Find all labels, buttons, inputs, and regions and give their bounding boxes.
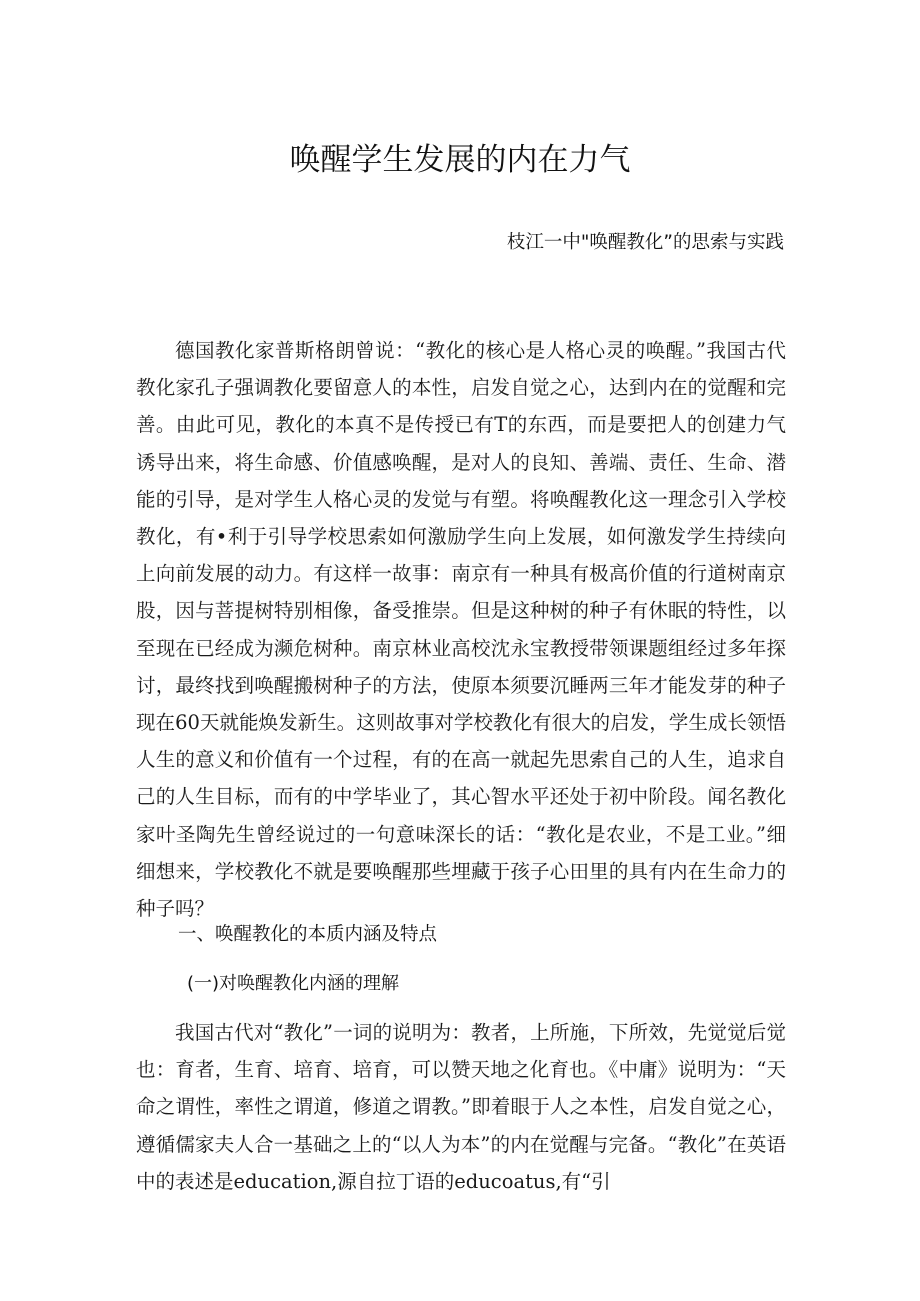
document-title: 唤醒学生发展的内在力气 xyxy=(289,142,631,178)
section-heading-1: 一、唤醒教化的本质内涵及特点 xyxy=(178,924,438,945)
body-paragraph-2: 我国古代对“教化”一词的说明为：教者，上所施，下所效，先觉觉后觉也：育者，生育、培育、培育，可以赞天地之化育也。《中庸》说明为：“天命之谓性，率性之谓道，修道之谓教。”即着眼于人之本性，启发自觉之心，遵循儒家夫人合一基础之上的“以人为本”的内在觉醒与完备。“教化”在英语中的表述是education,源自拉丁语的educoatus,有“引 xyxy=(136,1021,786,1193)
body-paragraph-1: 德国教化家普斯格朗曾说：“教化的核心是人格心灵的唤醒。”我国古代教化家孔子强调教化要留意人的本性，启发自觉之心，达到内在的觉醒和完善。由此可见，教化的本真不是传授已有T的东西，而是要把人的创建力气诱导出来，将生命感、价值感唤醒，是对人的良知、善端、责任、生命、潜能的引导，是对学生人格心灵的发觉与有塑。将唤醒教化这一理念引入学校教化，有•利于引导学校思索如何激励学生向上发展，如何激发学生持续向上向前发展的动力。有这样一故事：南京有一种具有极高价值的行道树南京股，因与菩提树特别相像，备受推崇。但是这种树的种子有休眠的特性，以至现在已经成为濒危树种。南京林业高校沈永宝教授带领课题组经过多年探讨，最终找到唤醒搬树种子的方法，使原本须要沉睡两三年才能发芽的种子现在60天就能焕发新生。这则故事对学校教化有很大的启发，学生成长领悟人生的意义和价值有一个过程，有的在高一就起先思索自己的人生，追求自己的人生目标，而有的中学毕业了，其心智水平还处于初中阶段。闻名教化家叶圣陶先生曾经说过的一句意味深长的话：“教化是农业，不是工业。”细细想来，学校教化不就是要唤醒那些埋藏于孩子心田里的具有内在生命力的种子吗？ xyxy=(136,339,786,921)
subsection-heading-1: (一)对唤醒教化内涵的理解 xyxy=(187,973,400,994)
document-subtitle: 枝江一中"唤醒教化”的思索与实践 xyxy=(506,232,784,253)
